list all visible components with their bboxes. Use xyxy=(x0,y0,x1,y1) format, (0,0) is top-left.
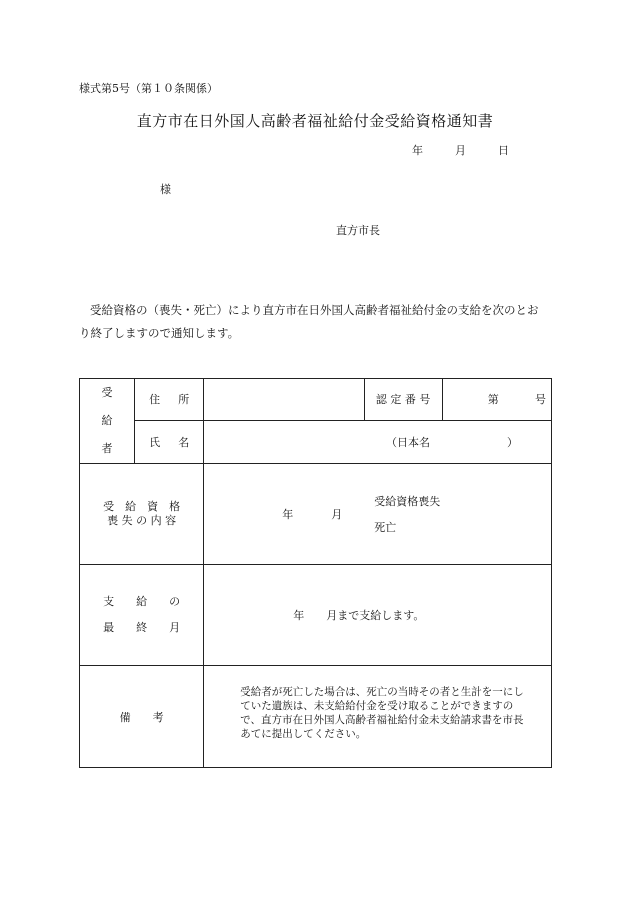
loss-label-line2: 喪 失 の 内 容 xyxy=(107,514,177,527)
final-month-label-line2: 最 終 月 xyxy=(103,621,181,634)
notice-table xyxy=(79,378,552,768)
recipient-label-char: 受 xyxy=(101,386,113,399)
final-month-label-line1: 支 給 の xyxy=(103,595,181,608)
address-label-char: 住 xyxy=(149,393,161,407)
addressee: 様 xyxy=(160,183,171,196)
cert-number-prefix: 第 xyxy=(487,393,499,407)
date-month-label: 月 xyxy=(455,144,466,157)
name-value-cell xyxy=(204,420,552,463)
loss-year-label: 年 xyxy=(282,508,294,521)
loss-label-cell xyxy=(80,464,204,565)
final-month-value-cell xyxy=(204,565,552,666)
final-month-text: 月まで支給します。 xyxy=(326,609,425,622)
address-label-cell xyxy=(135,379,204,421)
date-day-label: 日 xyxy=(498,144,509,157)
form-number: 様式第5号（第１０条関係） xyxy=(79,82,218,95)
japanese-name-field: （日本名 ） xyxy=(386,435,518,449)
address-label-char: 所 xyxy=(178,393,190,407)
recipient-label-char: 給 xyxy=(101,414,113,427)
issuer: 直方市長 xyxy=(336,224,380,237)
cert-number-value-cell xyxy=(442,379,551,421)
final-year-label: 年 xyxy=(293,609,305,622)
recipient-label-char: 者 xyxy=(101,442,113,455)
remarks-label-cell xyxy=(80,666,204,768)
address-value-cell xyxy=(204,379,364,421)
loss-option-death: 死亡 xyxy=(374,521,397,534)
name-label-char: 氏 xyxy=(149,435,161,449)
loss-month-label: 月 xyxy=(331,508,343,521)
name-label-cell xyxy=(135,420,204,463)
remarks-text: 受給者が死亡した場合は、死亡の当時その者と生計を一にしていた遺族は、未支給給付金を受け取ることができますので、直方市在日外国人高齢者福祉給付金未支給請求書を市長あてに提出してください。 xyxy=(240,685,524,740)
loss-option-disqualified: 受給資格喪失 xyxy=(374,495,441,508)
recipient-label-cell xyxy=(80,379,135,464)
name-label-char: 名 xyxy=(178,435,190,449)
date-year-label: 年 xyxy=(412,144,423,157)
notice-body: 受給資格の（喪失・死亡）により直方市在日外国人高齢者福祉給付金の支給を次のとおり終了しますので通知します。 xyxy=(79,303,539,340)
issue-date xyxy=(412,142,509,158)
loss-content-cell xyxy=(204,464,552,565)
cert-number-label-cell: 認 定 番 号 xyxy=(364,379,442,421)
document-title: 直方市在日外国人高齢者福祉給付金受給資格通知書 xyxy=(136,112,494,130)
remarks-label: 備 考 xyxy=(119,710,164,724)
loss-label-line1: 受 給 資 格 xyxy=(103,500,181,513)
cert-number-suffix: 号 xyxy=(535,393,546,407)
remarks-value-cell xyxy=(204,666,552,768)
final-month-label-cell xyxy=(80,565,204,666)
